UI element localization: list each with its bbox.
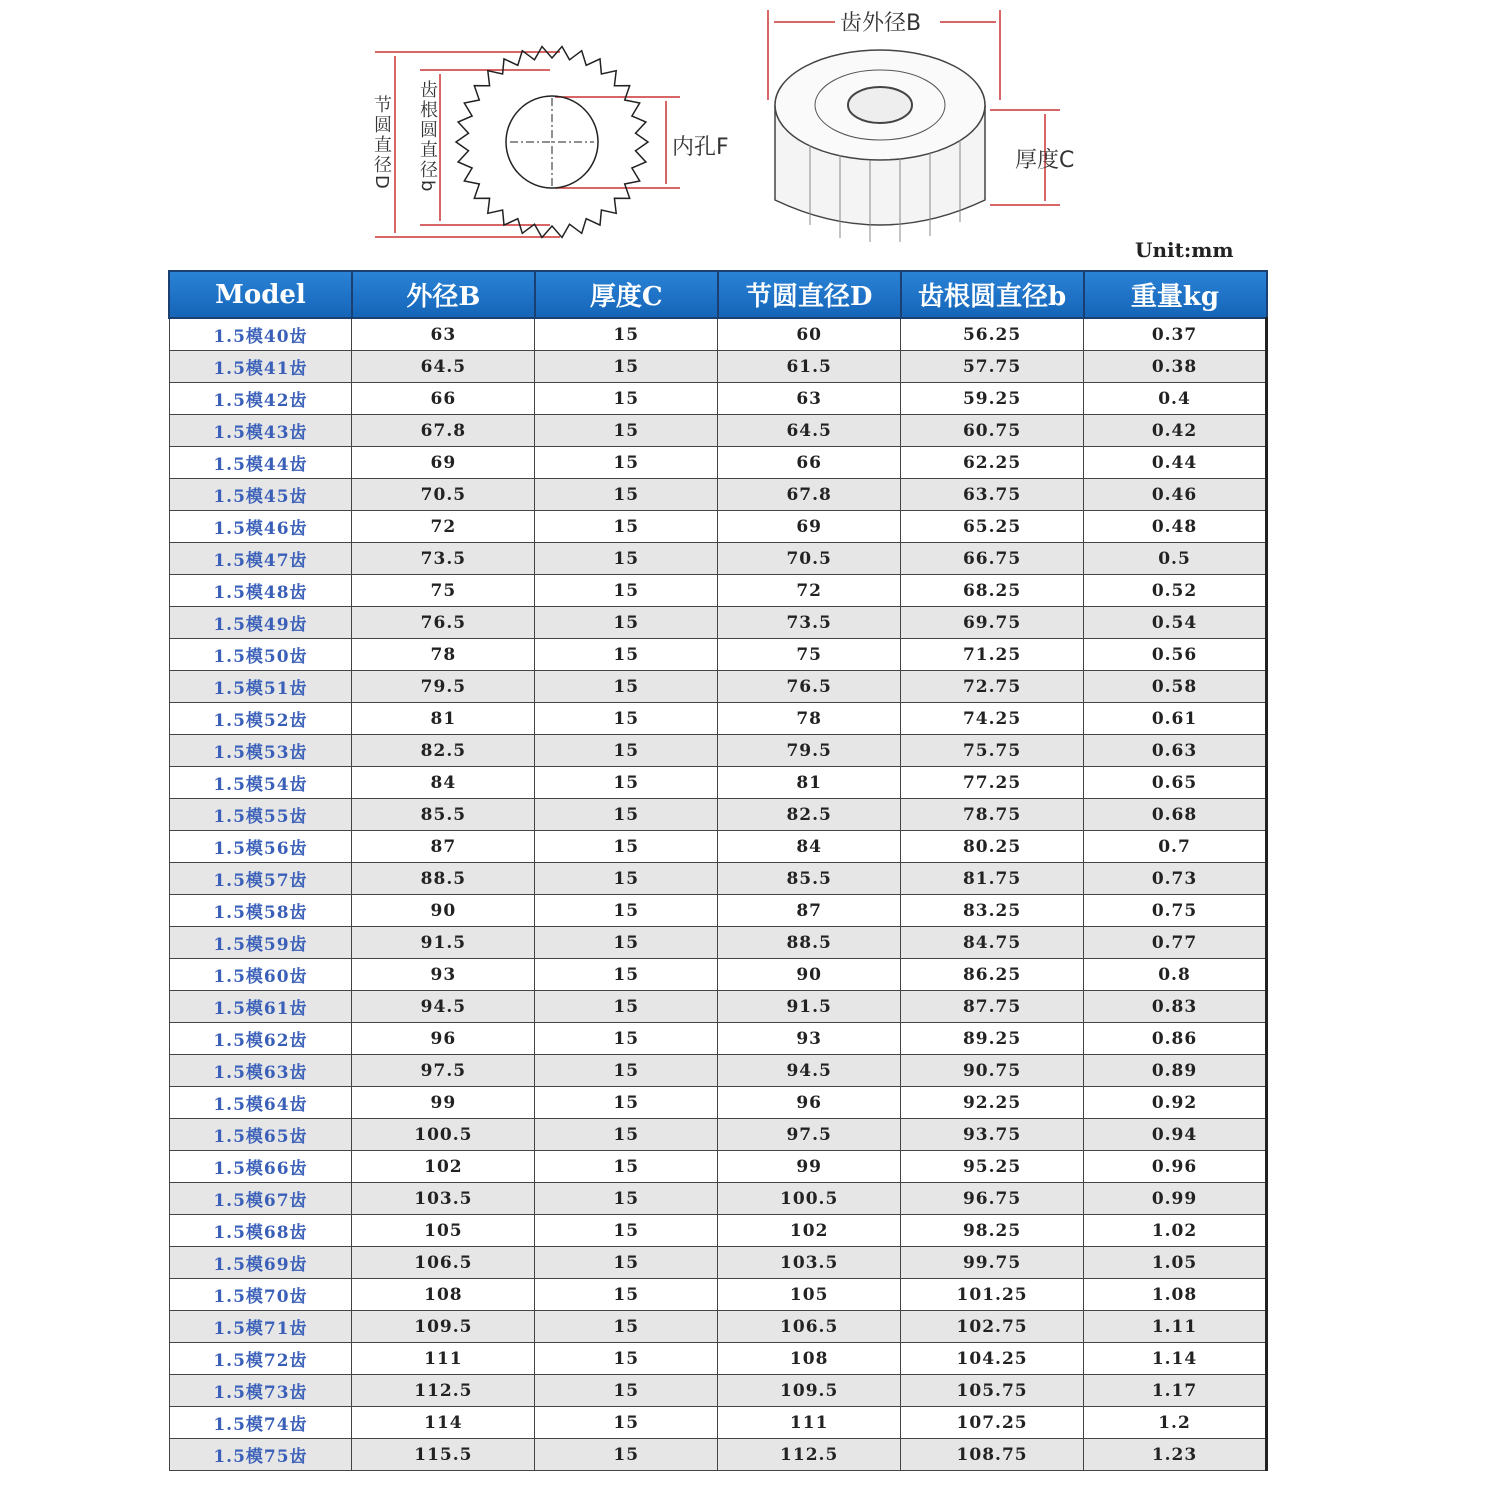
cell-root-diameter: 102.75 <box>901 1311 1084 1343</box>
cell-model: 1.5模61齿 <box>169 991 352 1023</box>
table-row <box>169 511 1267 543</box>
cell-model: 1.5模71齿 <box>169 1311 352 1343</box>
cell-pitch-diameter: 76.5 <box>718 671 901 703</box>
cell-outer-diameter: 91.5 <box>352 927 535 959</box>
cell-thickness: 15 <box>535 959 718 991</box>
cell-pitch-diameter: 97.5 <box>718 1119 901 1151</box>
cell-thickness: 15 <box>535 1055 718 1087</box>
cell-model: 1.5模66齿 <box>169 1151 352 1183</box>
cell-pitch-diameter: 78 <box>718 703 901 735</box>
cell-model: 1.5模57齿 <box>169 863 352 895</box>
table-row <box>169 863 1267 895</box>
cell-model: 1.5模68齿 <box>169 1215 352 1247</box>
cell-root-diameter: 75.75 <box>901 735 1084 767</box>
cell-outer-diameter: 93 <box>352 959 535 991</box>
cell-root-diameter: 69.75 <box>901 607 1084 639</box>
cell-weight: 1.2 <box>1084 1407 1267 1439</box>
table-row <box>169 1087 1267 1119</box>
cell-outer-diameter: 99 <box>352 1087 535 1119</box>
cell-weight: 0.68 <box>1084 799 1267 831</box>
table-row <box>169 735 1267 767</box>
cell-thickness: 15 <box>535 767 718 799</box>
cell-thickness: 15 <box>535 1407 718 1439</box>
cell-thickness: 15 <box>535 575 718 607</box>
cell-thickness: 15 <box>535 415 718 447</box>
cell-outer-diameter: 97.5 <box>352 1055 535 1087</box>
cell-pitch-diameter: 85.5 <box>718 863 901 895</box>
cell-root-diameter: 108.75 <box>901 1439 1084 1471</box>
cell-pitch-diameter: 88.5 <box>718 927 901 959</box>
cell-weight: 0.56 <box>1084 639 1267 671</box>
cell-thickness: 15 <box>535 318 718 351</box>
cell-outer-diameter: 102 <box>352 1151 535 1183</box>
cell-thickness: 15 <box>535 1247 718 1279</box>
cell-weight: 0.58 <box>1084 671 1267 703</box>
cell-thickness: 15 <box>535 1023 718 1055</box>
cell-weight: 0.37 <box>1084 318 1267 351</box>
cell-pitch-diameter: 96 <box>718 1087 901 1119</box>
cell-model: 1.5模65齿 <box>169 1119 352 1151</box>
cell-model: 1.5模49齿 <box>169 607 352 639</box>
table-row <box>169 1343 1267 1375</box>
cell-root-diameter: 93.75 <box>901 1119 1084 1151</box>
column-header-thickness: 厚度C <box>535 271 718 318</box>
cell-outer-diameter: 106.5 <box>352 1247 535 1279</box>
cell-pitch-diameter: 67.8 <box>718 479 901 511</box>
table-row <box>169 1439 1267 1471</box>
cell-pitch-diameter: 99 <box>718 1151 901 1183</box>
cell-weight: 0.75 <box>1084 895 1267 927</box>
cell-outer-diameter: 85.5 <box>352 799 535 831</box>
cell-model: 1.5模75齿 <box>169 1439 352 1471</box>
cell-pitch-diameter: 81 <box>718 767 901 799</box>
cell-weight: 0.61 <box>1084 703 1267 735</box>
cell-outer-diameter: 66 <box>352 383 535 415</box>
cell-weight: 1.23 <box>1084 1439 1267 1471</box>
cell-thickness: 15 <box>535 1087 718 1119</box>
cell-outer-diameter: 78 <box>352 639 535 671</box>
unit-label: Unit:mm <box>1135 238 1234 262</box>
table-row <box>169 703 1267 735</box>
cell-pitch-diameter: 70.5 <box>718 543 901 575</box>
cell-weight: 0.46 <box>1084 479 1267 511</box>
table-row <box>169 1311 1267 1343</box>
cell-weight: 0.77 <box>1084 927 1267 959</box>
cell-model: 1.5模52齿 <box>169 703 352 735</box>
cell-weight: 1.08 <box>1084 1279 1267 1311</box>
cell-thickness: 15 <box>535 447 718 479</box>
cell-weight: 1.02 <box>1084 1215 1267 1247</box>
cell-outer-diameter: 109.5 <box>352 1311 535 1343</box>
cell-pitch-diameter: 109.5 <box>718 1375 901 1407</box>
cell-root-diameter: 101.25 <box>901 1279 1084 1311</box>
cell-outer-diameter: 114 <box>352 1407 535 1439</box>
cell-model: 1.5模45齿 <box>169 479 352 511</box>
cell-outer-diameter: 87 <box>352 831 535 863</box>
cell-pitch-diameter: 105 <box>718 1279 901 1311</box>
cell-thickness: 15 <box>535 479 718 511</box>
cell-thickness: 15 <box>535 607 718 639</box>
cell-pitch-diameter: 79.5 <box>718 735 901 767</box>
cell-pitch-diameter: 93 <box>718 1023 901 1055</box>
table-row <box>169 351 1267 383</box>
table-row <box>169 1279 1267 1311</box>
table-row <box>169 799 1267 831</box>
cell-weight: 1.14 <box>1084 1343 1267 1375</box>
cell-model: 1.5模63齿 <box>169 1055 352 1087</box>
table-row <box>169 831 1267 863</box>
table-row <box>169 927 1267 959</box>
table-row <box>169 767 1267 799</box>
cell-root-diameter: 98.25 <box>901 1215 1084 1247</box>
cell-model: 1.5模43齿 <box>169 415 352 447</box>
cell-thickness: 15 <box>535 735 718 767</box>
cell-pitch-diameter: 100.5 <box>718 1183 901 1215</box>
cell-weight: 0.89 <box>1084 1055 1267 1087</box>
table-row <box>169 895 1267 927</box>
bore-label: 内孔F <box>672 135 729 160</box>
table-row <box>169 479 1267 511</box>
table-row <box>169 607 1267 639</box>
cell-pitch-diameter: 84 <box>718 831 901 863</box>
cell-outer-diameter: 94.5 <box>352 991 535 1023</box>
cell-root-diameter: 105.75 <box>901 1375 1084 1407</box>
cell-pitch-diameter: 73.5 <box>718 607 901 639</box>
table-row <box>169 671 1267 703</box>
cell-outer-diameter: 105 <box>352 1215 535 1247</box>
cell-outer-diameter: 64.5 <box>352 351 535 383</box>
cell-weight: 0.92 <box>1084 1087 1267 1119</box>
cell-weight: 0.99 <box>1084 1183 1267 1215</box>
cell-weight: 0.42 <box>1084 415 1267 447</box>
cell-outer-diameter: 112.5 <box>352 1375 535 1407</box>
cell-thickness: 15 <box>535 1151 718 1183</box>
cell-weight: 1.05 <box>1084 1247 1267 1279</box>
cell-root-diameter: 71.25 <box>901 639 1084 671</box>
cell-thickness: 15 <box>535 1439 718 1471</box>
cell-weight: 0.65 <box>1084 767 1267 799</box>
cell-outer-diameter: 67.8 <box>352 415 535 447</box>
cell-weight: 0.63 <box>1084 735 1267 767</box>
cell-thickness: 15 <box>535 895 718 927</box>
cell-outer-diameter: 96 <box>352 1023 535 1055</box>
table-row <box>169 383 1267 415</box>
column-header-pitch-diameter: 节圆直径D <box>718 271 901 318</box>
cell-thickness: 15 <box>535 671 718 703</box>
cell-thickness: 15 <box>535 1215 718 1247</box>
cell-outer-diameter: 82.5 <box>352 735 535 767</box>
cell-model: 1.5模50齿 <box>169 639 352 671</box>
cell-model: 1.5模41齿 <box>169 351 352 383</box>
cell-outer-diameter: 115.5 <box>352 1439 535 1471</box>
cell-model: 1.5模69齿 <box>169 1247 352 1279</box>
table-row <box>169 1055 1267 1087</box>
column-header-outer-diameter: 外径B <box>352 271 535 318</box>
cell-weight: 0.54 <box>1084 607 1267 639</box>
cell-model: 1.5模62齿 <box>169 1023 352 1055</box>
root-diameter-label: 齿根圆直径b <box>417 80 438 194</box>
cell-pitch-diameter: 112.5 <box>718 1439 901 1471</box>
cell-thickness: 15 <box>535 831 718 863</box>
cell-root-diameter: 59.25 <box>901 383 1084 415</box>
cell-pitch-diameter: 72 <box>718 575 901 607</box>
cell-outer-diameter: 100.5 <box>352 1119 535 1151</box>
cell-model: 1.5模47齿 <box>169 543 352 575</box>
cell-model: 1.5模58齿 <box>169 895 352 927</box>
cell-root-diameter: 65.25 <box>901 511 1084 543</box>
cell-model: 1.5模51齿 <box>169 671 352 703</box>
cell-pitch-diameter: 61.5 <box>718 351 901 383</box>
cell-weight: 0.96 <box>1084 1151 1267 1183</box>
cell-root-diameter: 99.75 <box>901 1247 1084 1279</box>
cell-thickness: 15 <box>535 1279 718 1311</box>
table-row <box>169 1119 1267 1151</box>
cell-model: 1.5模67齿 <box>169 1183 352 1215</box>
cell-root-diameter: 86.25 <box>901 959 1084 991</box>
cell-root-diameter: 92.25 <box>901 1087 1084 1119</box>
cell-outer-diameter: 75 <box>352 575 535 607</box>
table-row <box>169 1183 1267 1215</box>
column-header-model: Model <box>169 271 352 318</box>
cell-root-diameter: 80.25 <box>901 831 1084 863</box>
gear-3d-view-diagram <box>760 0 1080 250</box>
cell-root-diameter: 90.75 <box>901 1055 1084 1087</box>
cell-outer-diameter: 70.5 <box>352 479 535 511</box>
cell-root-diameter: 89.25 <box>901 1023 1084 1055</box>
table-row <box>169 447 1267 479</box>
table-row <box>169 543 1267 575</box>
cell-weight: 0.86 <box>1084 1023 1267 1055</box>
cell-thickness: 15 <box>535 1311 718 1343</box>
cell-pitch-diameter: 90 <box>718 959 901 991</box>
cell-root-diameter: 107.25 <box>901 1407 1084 1439</box>
table-row <box>169 1023 1267 1055</box>
outer-diameter-label: 齿外径B <box>840 11 922 36</box>
cell-root-diameter: 74.25 <box>901 703 1084 735</box>
cell-pitch-diameter: 87 <box>718 895 901 927</box>
cell-model: 1.5模73齿 <box>169 1375 352 1407</box>
cell-outer-diameter: 73.5 <box>352 543 535 575</box>
cell-pitch-diameter: 66 <box>718 447 901 479</box>
cell-thickness: 15 <box>535 1375 718 1407</box>
cell-root-diameter: 60.75 <box>901 415 1084 447</box>
cell-weight: 0.52 <box>1084 575 1267 607</box>
cell-outer-diameter: 90 <box>352 895 535 927</box>
cell-model: 1.5模46齿 <box>169 511 352 543</box>
cell-outer-diameter: 108 <box>352 1279 535 1311</box>
cell-thickness: 15 <box>535 1343 718 1375</box>
cell-outer-diameter: 84 <box>352 767 535 799</box>
cell-model: 1.5模60齿 <box>169 959 352 991</box>
table-row <box>169 959 1267 991</box>
cell-weight: 0.94 <box>1084 1119 1267 1151</box>
cell-root-diameter: 81.75 <box>901 863 1084 895</box>
cell-thickness: 15 <box>535 511 718 543</box>
column-header-weight: 重量kg <box>1084 271 1267 318</box>
cell-outer-diameter: 69 <box>352 447 535 479</box>
cell-thickness: 15 <box>535 383 718 415</box>
spec-table <box>168 270 1268 1471</box>
cell-thickness: 15 <box>535 351 718 383</box>
table-row <box>169 415 1267 447</box>
cell-pitch-diameter: 63 <box>718 383 901 415</box>
cell-root-diameter: 72.75 <box>901 671 1084 703</box>
cell-model: 1.5模59齿 <box>169 927 352 959</box>
cell-root-diameter: 68.25 <box>901 575 1084 607</box>
cell-root-diameter: 84.75 <box>901 927 1084 959</box>
cell-root-diameter: 57.75 <box>901 351 1084 383</box>
cell-weight: 0.38 <box>1084 351 1267 383</box>
cell-pitch-diameter: 106.5 <box>718 1311 901 1343</box>
cell-thickness: 15 <box>535 1183 718 1215</box>
cell-root-diameter: 95.25 <box>901 1151 1084 1183</box>
cell-model: 1.5模64齿 <box>169 1087 352 1119</box>
cell-thickness: 15 <box>535 799 718 831</box>
cell-root-diameter: 104.25 <box>901 1343 1084 1375</box>
cell-model: 1.5模72齿 <box>169 1343 352 1375</box>
table-row <box>169 1151 1267 1183</box>
cell-root-diameter: 63.75 <box>901 479 1084 511</box>
table-row <box>169 991 1267 1023</box>
pitch-diameter-label: 节圆直径D <box>371 95 392 191</box>
cell-outer-diameter: 103.5 <box>352 1183 535 1215</box>
table-row <box>169 318 1267 351</box>
cell-pitch-diameter: 94.5 <box>718 1055 901 1087</box>
cell-root-diameter: 62.25 <box>901 447 1084 479</box>
cell-pitch-diameter: 111 <box>718 1407 901 1439</box>
table-row <box>169 1247 1267 1279</box>
cell-pitch-diameter: 69 <box>718 511 901 543</box>
cell-weight: 0.48 <box>1084 511 1267 543</box>
cell-outer-diameter: 79.5 <box>352 671 535 703</box>
cell-pitch-diameter: 75 <box>718 639 901 671</box>
cell-model: 1.5模40齿 <box>169 318 352 351</box>
cell-weight: 0.44 <box>1084 447 1267 479</box>
cell-thickness: 15 <box>535 639 718 671</box>
cell-model: 1.5模70齿 <box>169 1279 352 1311</box>
cell-pitch-diameter: 108 <box>718 1343 901 1375</box>
cell-thickness: 15 <box>535 991 718 1023</box>
cell-pitch-diameter: 64.5 <box>718 415 901 447</box>
cell-weight: 0.7 <box>1084 831 1267 863</box>
cell-root-diameter: 66.75 <box>901 543 1084 575</box>
table-row <box>169 1215 1267 1247</box>
cell-outer-diameter: 76.5 <box>352 607 535 639</box>
cell-outer-diameter: 63 <box>352 318 535 351</box>
cell-root-diameter: 87.75 <box>901 991 1084 1023</box>
cell-model: 1.5模44齿 <box>169 447 352 479</box>
cell-weight: 0.8 <box>1084 959 1267 991</box>
cell-outer-diameter: 81 <box>352 703 535 735</box>
cell-thickness: 15 <box>535 863 718 895</box>
cell-model: 1.5模56齿 <box>169 831 352 863</box>
cell-thickness: 15 <box>535 543 718 575</box>
cell-weight: 0.4 <box>1084 383 1267 415</box>
column-header-root-diameter: 齿根圆直径b <box>901 271 1084 318</box>
cell-weight: 1.17 <box>1084 1375 1267 1407</box>
table-row <box>169 639 1267 671</box>
table-header-row <box>169 271 1267 318</box>
cell-root-diameter: 96.75 <box>901 1183 1084 1215</box>
table-row <box>169 1375 1267 1407</box>
cell-model: 1.5模55齿 <box>169 799 352 831</box>
cell-pitch-diameter: 60 <box>718 318 901 351</box>
cell-outer-diameter: 72 <box>352 511 535 543</box>
cell-weight: 1.11 <box>1084 1311 1267 1343</box>
cell-root-diameter: 83.25 <box>901 895 1084 927</box>
cell-model: 1.5模48齿 <box>169 575 352 607</box>
cell-weight: 0.73 <box>1084 863 1267 895</box>
cell-pitch-diameter: 103.5 <box>718 1247 901 1279</box>
thickness-label: 厚度C <box>1015 148 1075 173</box>
cell-outer-diameter: 111 <box>352 1343 535 1375</box>
cell-thickness: 15 <box>535 927 718 959</box>
cell-model: 1.5模74齿 <box>169 1407 352 1439</box>
cell-weight: 0.5 <box>1084 543 1267 575</box>
cell-root-diameter: 77.25 <box>901 767 1084 799</box>
cell-thickness: 15 <box>535 1119 718 1151</box>
cell-root-diameter: 78.75 <box>901 799 1084 831</box>
cell-model: 1.5模42齿 <box>169 383 352 415</box>
cell-model: 1.5模53齿 <box>169 735 352 767</box>
cell-pitch-diameter: 91.5 <box>718 991 901 1023</box>
cell-weight: 0.83 <box>1084 991 1267 1023</box>
cell-model: 1.5模54齿 <box>169 767 352 799</box>
cell-pitch-diameter: 82.5 <box>718 799 901 831</box>
cell-root-diameter: 56.25 <box>901 318 1084 351</box>
cell-pitch-diameter: 102 <box>718 1215 901 1247</box>
table-row <box>169 1407 1267 1439</box>
cell-outer-diameter: 88.5 <box>352 863 535 895</box>
table-row <box>169 575 1267 607</box>
cell-thickness: 15 <box>535 703 718 735</box>
